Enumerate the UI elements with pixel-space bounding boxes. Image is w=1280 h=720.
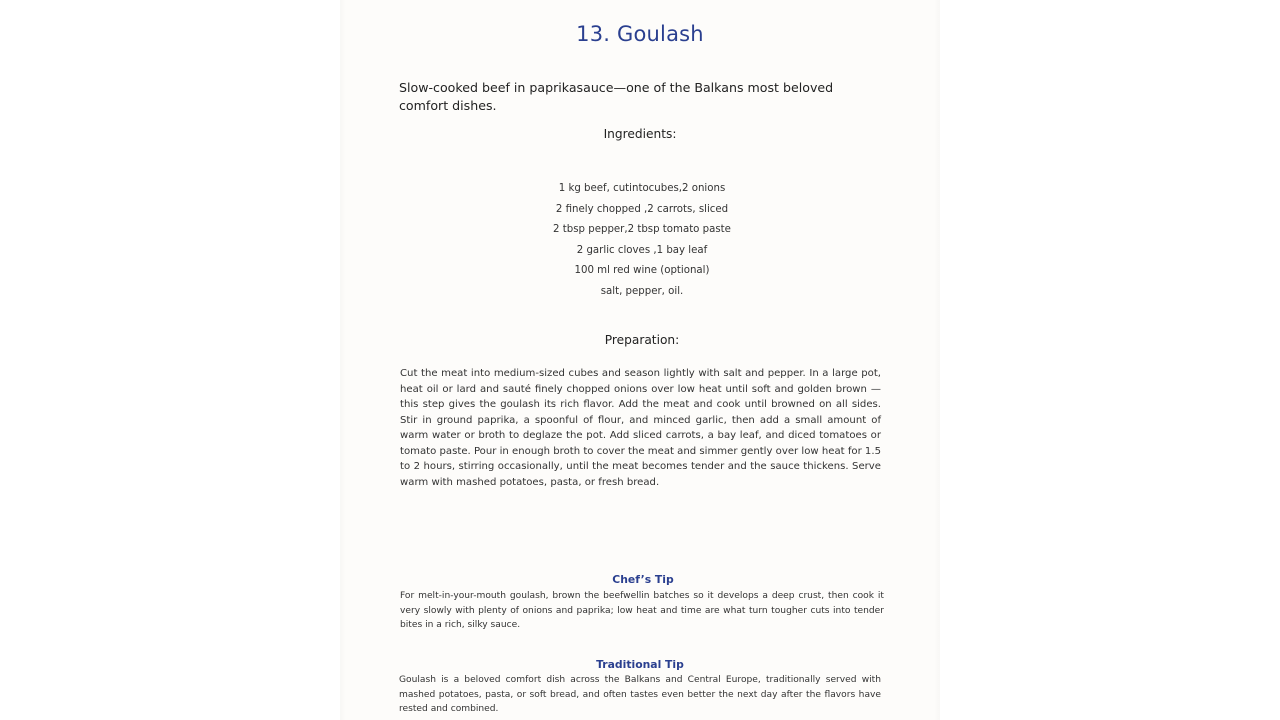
chef-tip-text: For melt-in-your-mouth goulash, brown the beefwellin batches so it develops a deep crust, then cook it very slowly with plenty of onions and paprika; low heat and time are what turn tougher cuts into tender bites in a rich, silky sauce. bbox=[400, 591, 884, 630]
ingredient-item: 2 tbsp pepper,2 tbsp tomato paste bbox=[553, 224, 731, 235]
page-edge-right bbox=[934, 0, 940, 720]
ingredient-item: 100 ml red wine (optional) bbox=[574, 265, 710, 276]
preparation-text: Cut the meat into medium-sized cubes and season lightly with salt and pepper. In a large pot, heat oil or lard and sauté finely chopped onions over low heat until soft and golden brown — this step gives the goulash its rich flavor. Add the meat and cook until browned on all sides. Stir in ground paprika, a spoonful of flour, and minced garlic, then add a small amount of warm water or broth to deglaze the pot. Add sliced carrots, a bay leaf, and diced tomatoes or tomato paste. Pour in enough broth to cover the meat and simmer gently over low heat for 1.5 to 2 hours, stirring occasionally, until the meat becomes tender and the sauce thickens. Serve warm with mashed potatoes, pasta, or fresh bread. bbox=[400, 368, 881, 488]
chef-tip-heading: Chef’s Tip bbox=[612, 573, 674, 586]
ingredient-item: 1 kg beef, cutintocubes,2 onions bbox=[558, 183, 726, 194]
ingredients-heading: Ingredients: bbox=[603, 127, 677, 141]
ingredients-list bbox=[342, 181, 942, 304]
traditional-tip-text: Goulash is a beloved comfort dish across the Balkans and Central Europe, traditionally served with mashed potatoes, pasta, or soft bread, and often tastes even better the next day after the flavors have rested and combined. bbox=[399, 675, 881, 714]
page-edge-left bbox=[340, 0, 346, 720]
ingredient-item: 2 finely chopped ,2 carrots, sliced bbox=[555, 203, 729, 215]
recipe-intro: Slow-cooked beef in paprikasauce—one of the Balkans most beloved comfort dishes. bbox=[399, 80, 834, 113]
recipe-title: 13. Goulash bbox=[576, 22, 704, 46]
ingredient-item: 2 garlic cloves ,1 bay leaf bbox=[576, 244, 708, 256]
traditional-tip-heading: Traditional Tip bbox=[596, 658, 684, 671]
preparation-heading: Preparation: bbox=[604, 333, 680, 347]
ingredient-item: salt, pepper, oil. bbox=[600, 285, 684, 297]
